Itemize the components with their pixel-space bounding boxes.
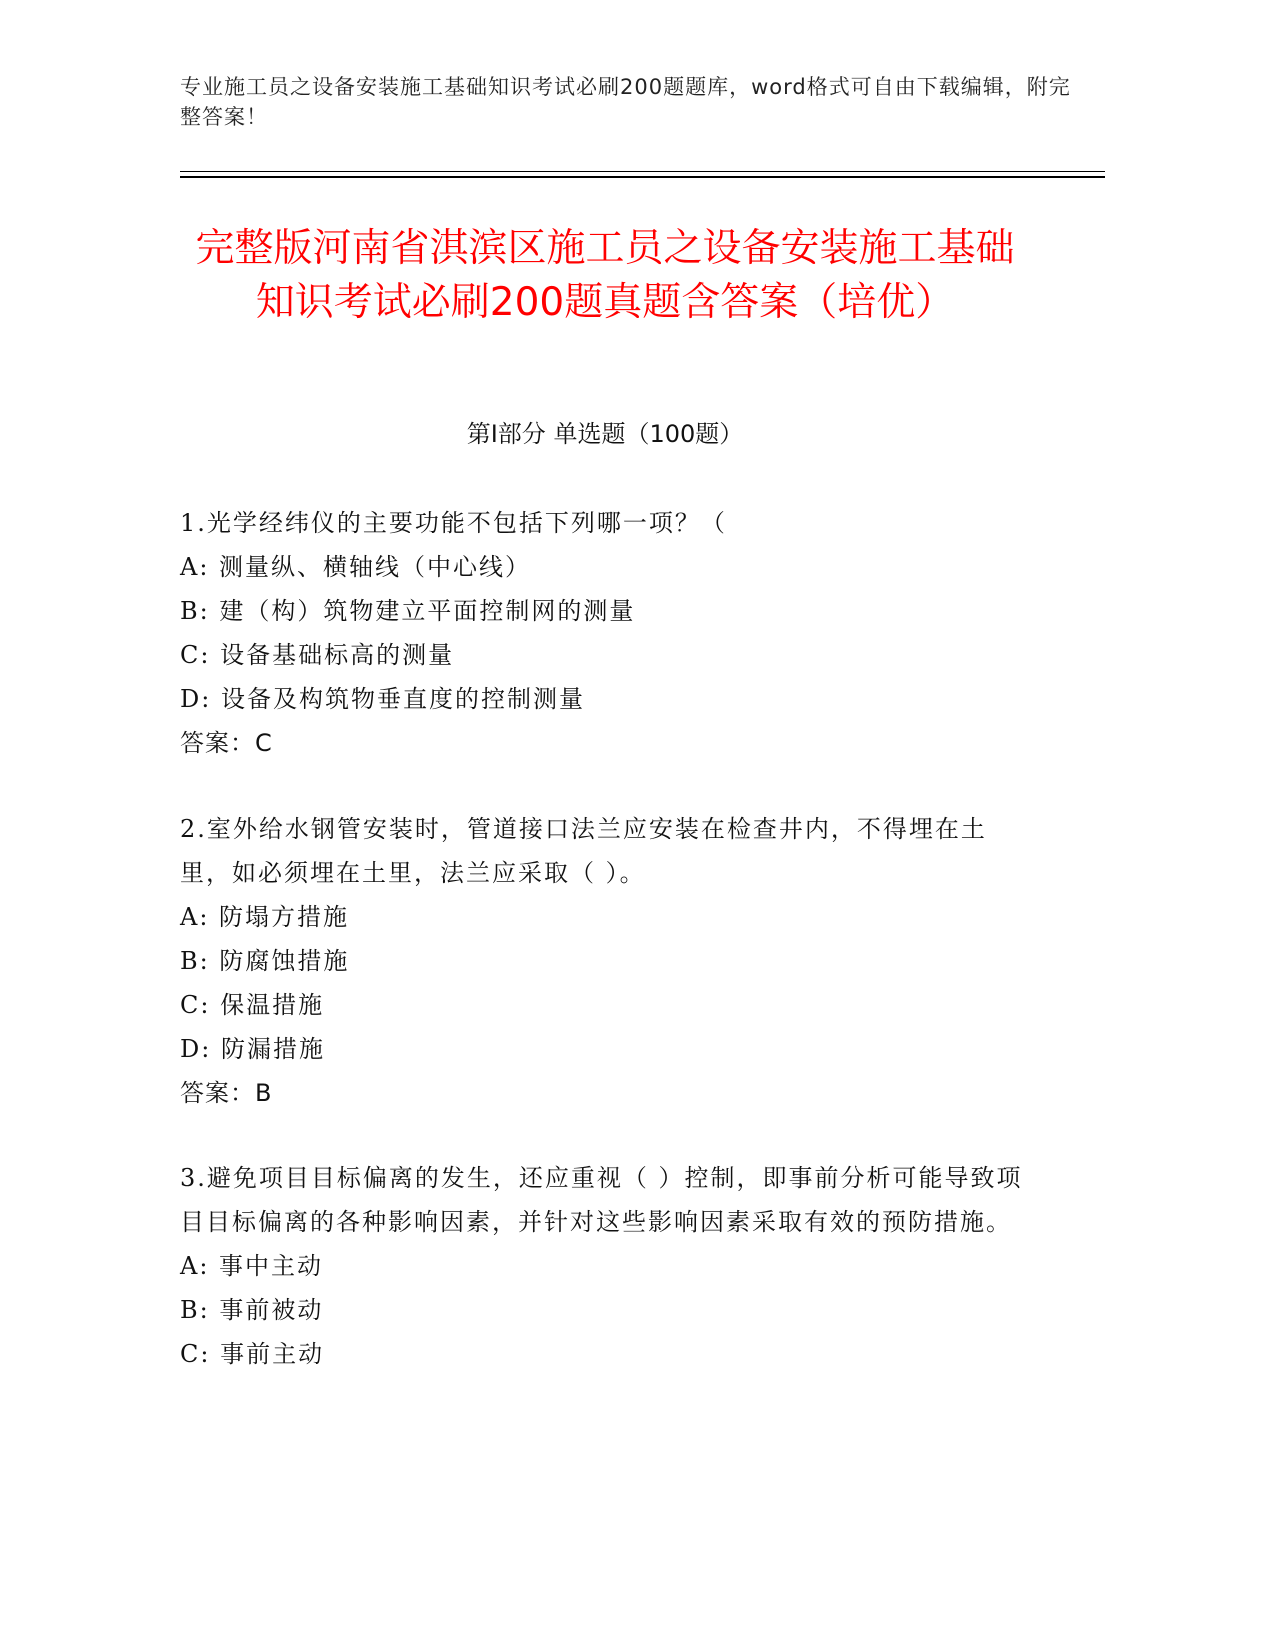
header-divider-thick: [180, 176, 1105, 178]
question-stem: 3.避免项目目标偏离的发生，还应重视（ ）控制，即事前分析可能导致项目目标偏离的各种影响因素，并针对这些影响因素采取有效的预防措施。: [180, 1164, 1023, 1236]
question-1: [180, 501, 1030, 765]
option-b: B: 事前被动: [180, 1296, 324, 1324]
answer: 答案：B: [180, 1079, 273, 1107]
option-d: D: 防漏措施: [180, 1035, 325, 1063]
option-a: A: 防塌方措施: [180, 903, 350, 931]
option-a: A: 测量纵、横轴线（中心线）: [180, 553, 532, 581]
option-b: B: 建（构）筑物建立平面控制网的测量: [180, 597, 636, 625]
document-title: 完整版河南省淇滨区施工员之设备安装施工基础知识考试必刷200题真题含答案（培优）: [195, 226, 1015, 325]
question-3: [180, 1156, 1030, 1376]
question-stem: 1.光学经纬仪的主要功能不包括下列哪一项？（: [180, 509, 727, 537]
option-d: D: 设备及构筑物垂直度的控制测量: [180, 685, 585, 713]
question-2: [180, 807, 1030, 1115]
question-stem: 2.室外给水钢管安装时，管道接口法兰应安装在检查井内，不得埋在土里，如必须埋在土里，法兰应采取（ ）。: [180, 815, 987, 887]
answer: 答案：C: [180, 729, 273, 757]
option-c: C: 保温措施: [180, 991, 325, 1019]
option-c: C: 设备基础标高的测量: [180, 641, 455, 669]
header-divider-thin: [180, 171, 1105, 172]
option-b: B: 防腐蚀措施: [180, 947, 350, 975]
header-note: 专业施工员之设备安装施工基础知识考试必刷200题题库，word格式可自由下载编辑，附完整答案！: [180, 75, 1071, 129]
option-c: C: 事前主动: [180, 1340, 325, 1368]
section-heading: 第Ⅰ部分 单选题（100题）: [466, 420, 744, 448]
option-a: A: 事中主动: [180, 1252, 324, 1280]
